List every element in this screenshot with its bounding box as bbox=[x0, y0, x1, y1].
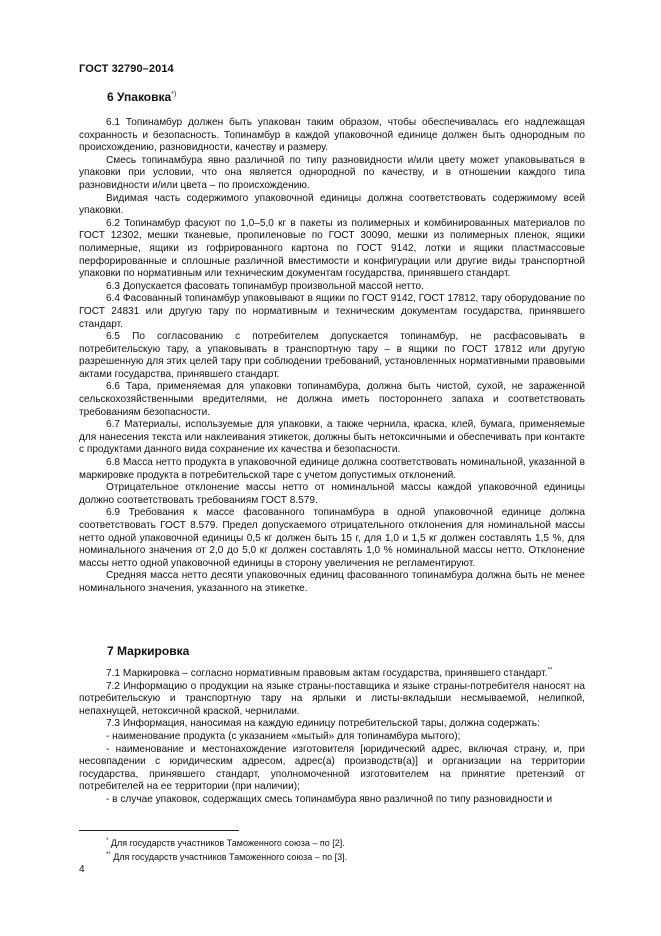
paragraph-6-9-average: Средняя масса нетто десяти упаковочных единиц фасованного топинамбура должна быть не менее номинального значения, указанного на этикетке. bbox=[79, 570, 585, 594]
paragraph-6-1-mix: Смесь топинамбура явно различной по типу разновидности и/или цвету может упаковываться в упаковки при условии, что она является однородной по качеству, и в отношении каждого типа разновидности и/или цвета – по происхождению. bbox=[79, 154, 585, 191]
footnote-1-text: Для государств участников Таможенного союза – по [2]. bbox=[110, 838, 345, 848]
paragraph-7-1-footnote-mark: ** bbox=[547, 667, 553, 674]
footnote-1-mark: * bbox=[106, 838, 109, 844]
section-6-heading bbox=[107, 90, 176, 104]
footnotes bbox=[106, 835, 347, 863]
footnote-2 bbox=[106, 849, 347, 863]
list-item-manufacturer: - наименование и местонахождение изготовителя [юридический адрес, включая страну, и, при несовпадении с юридическим адресом, адрес(а) производств(а)] и организации на территории государства, принявшего стандарт, уполномоченной изготовителем на принятие претензий от потребителей на ее территории (при наличии); bbox=[79, 743, 585, 793]
paragraph-6-2: 6.2 Топинамбур фасуют по 1,0–5,0 кг в пакеты из полимерных и комбинированных материалов по ГОСТ 12302, мешки тканевые, пропиленовые по ГОСТ 30090, мешки из полимерных пленок, ящики полимерные, ящики из гофрированного картона по ГОСТ 9142, лотки и ящики пластмассовые перфорированные и сплошные различной вместимости и конфигурации или другие виды транспортной упаковки по нормативным или техническим документам государства, принявшего стандарт. bbox=[79, 217, 585, 280]
paragraph-7-3: 7.3 Информация, наносимая на каждую единицу потребительской тары, должна содержать: bbox=[106, 718, 540, 730]
paragraph-6-1: 6.1 Топинамбур должен быть упакован таким образом, чтобы обеспечивалась его надлежащая сохранность и безопасность. Топинамбур в каждой упаковочной единице должен быть однородным по происхождению, разновидности, качеству и размеру. bbox=[79, 117, 585, 154]
page-number: 4 bbox=[79, 864, 85, 875]
section-7-title: 7 Маркировка bbox=[107, 644, 190, 658]
paragraph-6-1-visible: Видимая часть содержимого упаковочной единицы должна соответствовать содержимому всей упаковки. bbox=[79, 192, 585, 217]
paragraph-6-8-deviation: Отрицательное отклонение массы нетто от номинальной массы каждой упаковочной единицы должно соответствовать требованиям ГОСТ 8.579. bbox=[79, 482, 585, 506]
paragraph-7-2: 7.2 Информацию о продукции на языке страны-поставщика и языке страны-потребителя наносят на потребительскую и транспортную тару на ярлыки и листы-вкладыши несмываемой, нелипкой, непахнущей, нетоксичной краской, чернилами. bbox=[79, 680, 585, 717]
section-6-body bbox=[79, 117, 585, 596]
section-7-body bbox=[79, 668, 585, 807]
list-item-product-name: - наименование продукта (с указанием «мытый» для топинамбура мытого); bbox=[106, 730, 461, 742]
footnote-2-text: Для государств участников Таможенного союза – по [3]. bbox=[113, 852, 348, 862]
footnote-2-mark: ** bbox=[106, 852, 111, 858]
paragraph-6-3: 6.3 Допускается фасовать топинамбур произвольной массой нетто. bbox=[106, 280, 424, 292]
paragraph-7-1 bbox=[79, 668, 585, 681]
paragraph-6-8: 6.8 Масса нетто продукта в упаковочной единице должна соответствовать номинальной, указанной в маркировке продукта в потребительской таре с учетом допустимых отклонений. bbox=[79, 457, 585, 481]
footnote-1 bbox=[106, 835, 347, 849]
paragraph-6-4: 6.4 Фасованный топинамбур упаковывают в ящики по ГОСТ 9142, ГОСТ 17812, тару оборудование по ГОСТ 24831 или другую тару по нормативным и техническим документам государства, принявшего стандарт. bbox=[79, 293, 585, 330]
list-item-mixture: - в случае упаковок, содержащих смесь топинамбура явно различной по типу разновидности и bbox=[106, 793, 553, 805]
section-6-footnote-mark: *) bbox=[171, 91, 177, 98]
footnote-divider bbox=[79, 830, 239, 831]
section-6-title: 6 Упаковка bbox=[107, 90, 172, 104]
paragraph-7-1-text: 7.1 Маркировка – согласно нормативным правовым актам государства, принявшего стандарт. bbox=[106, 668, 548, 679]
paragraph-6-5: 6.5 По согласованию с потребителем допускается топинамбур, не расфасовывать в потребительскую тару, а упаковывать в транспортную тару – в ящики по ГОСТ 17812 или другую разрешенную для этих целей тару при соблюдении требований, установленных нормативными правовыми актами государства, принявшего стандарт. bbox=[79, 331, 585, 380]
paragraph-6-7: 6.7 Материалы, используемые для упаковки, а также чернила, краска, клей, бумага, применяемые для нанесения текста или наклеивания этикеток, должны быть нетоксичными и обеспечивать при контакте с продуктами данного вида сохранение их качества и безопасности. bbox=[79, 419, 585, 456]
document-code: ГОСТ 32790–2014 bbox=[79, 63, 174, 75]
paragraph-6-6: 6.6 Тара, применяемая для упаковки топинамбура, должна быть чистой, сухой, не зараженной сельскохозяйственными вредителями, не должна иметь постороннего запаха и соответствовать требованиям безопасности. bbox=[79, 381, 585, 418]
paragraph-6-9: 6.9 Требования к массе фасованного топинамбура в одной упаковочной единице должна соответствовать ГОСТ 8.579. Предел допускаемого отрицательного отклонения для номинальной массы нетто одной упаковочной единицы 0,5 кг должен быть 15 г, для 1,0 и 1,5 кг должен составлять 1,5 %, для номинального значения от 2,0 до 5,0 кг должен составлять 1,0 % номинальной массы нетто. Отклонение массы нетто одной упаковочной единицы в сторону увеличения не регламентируют. bbox=[79, 507, 585, 569]
